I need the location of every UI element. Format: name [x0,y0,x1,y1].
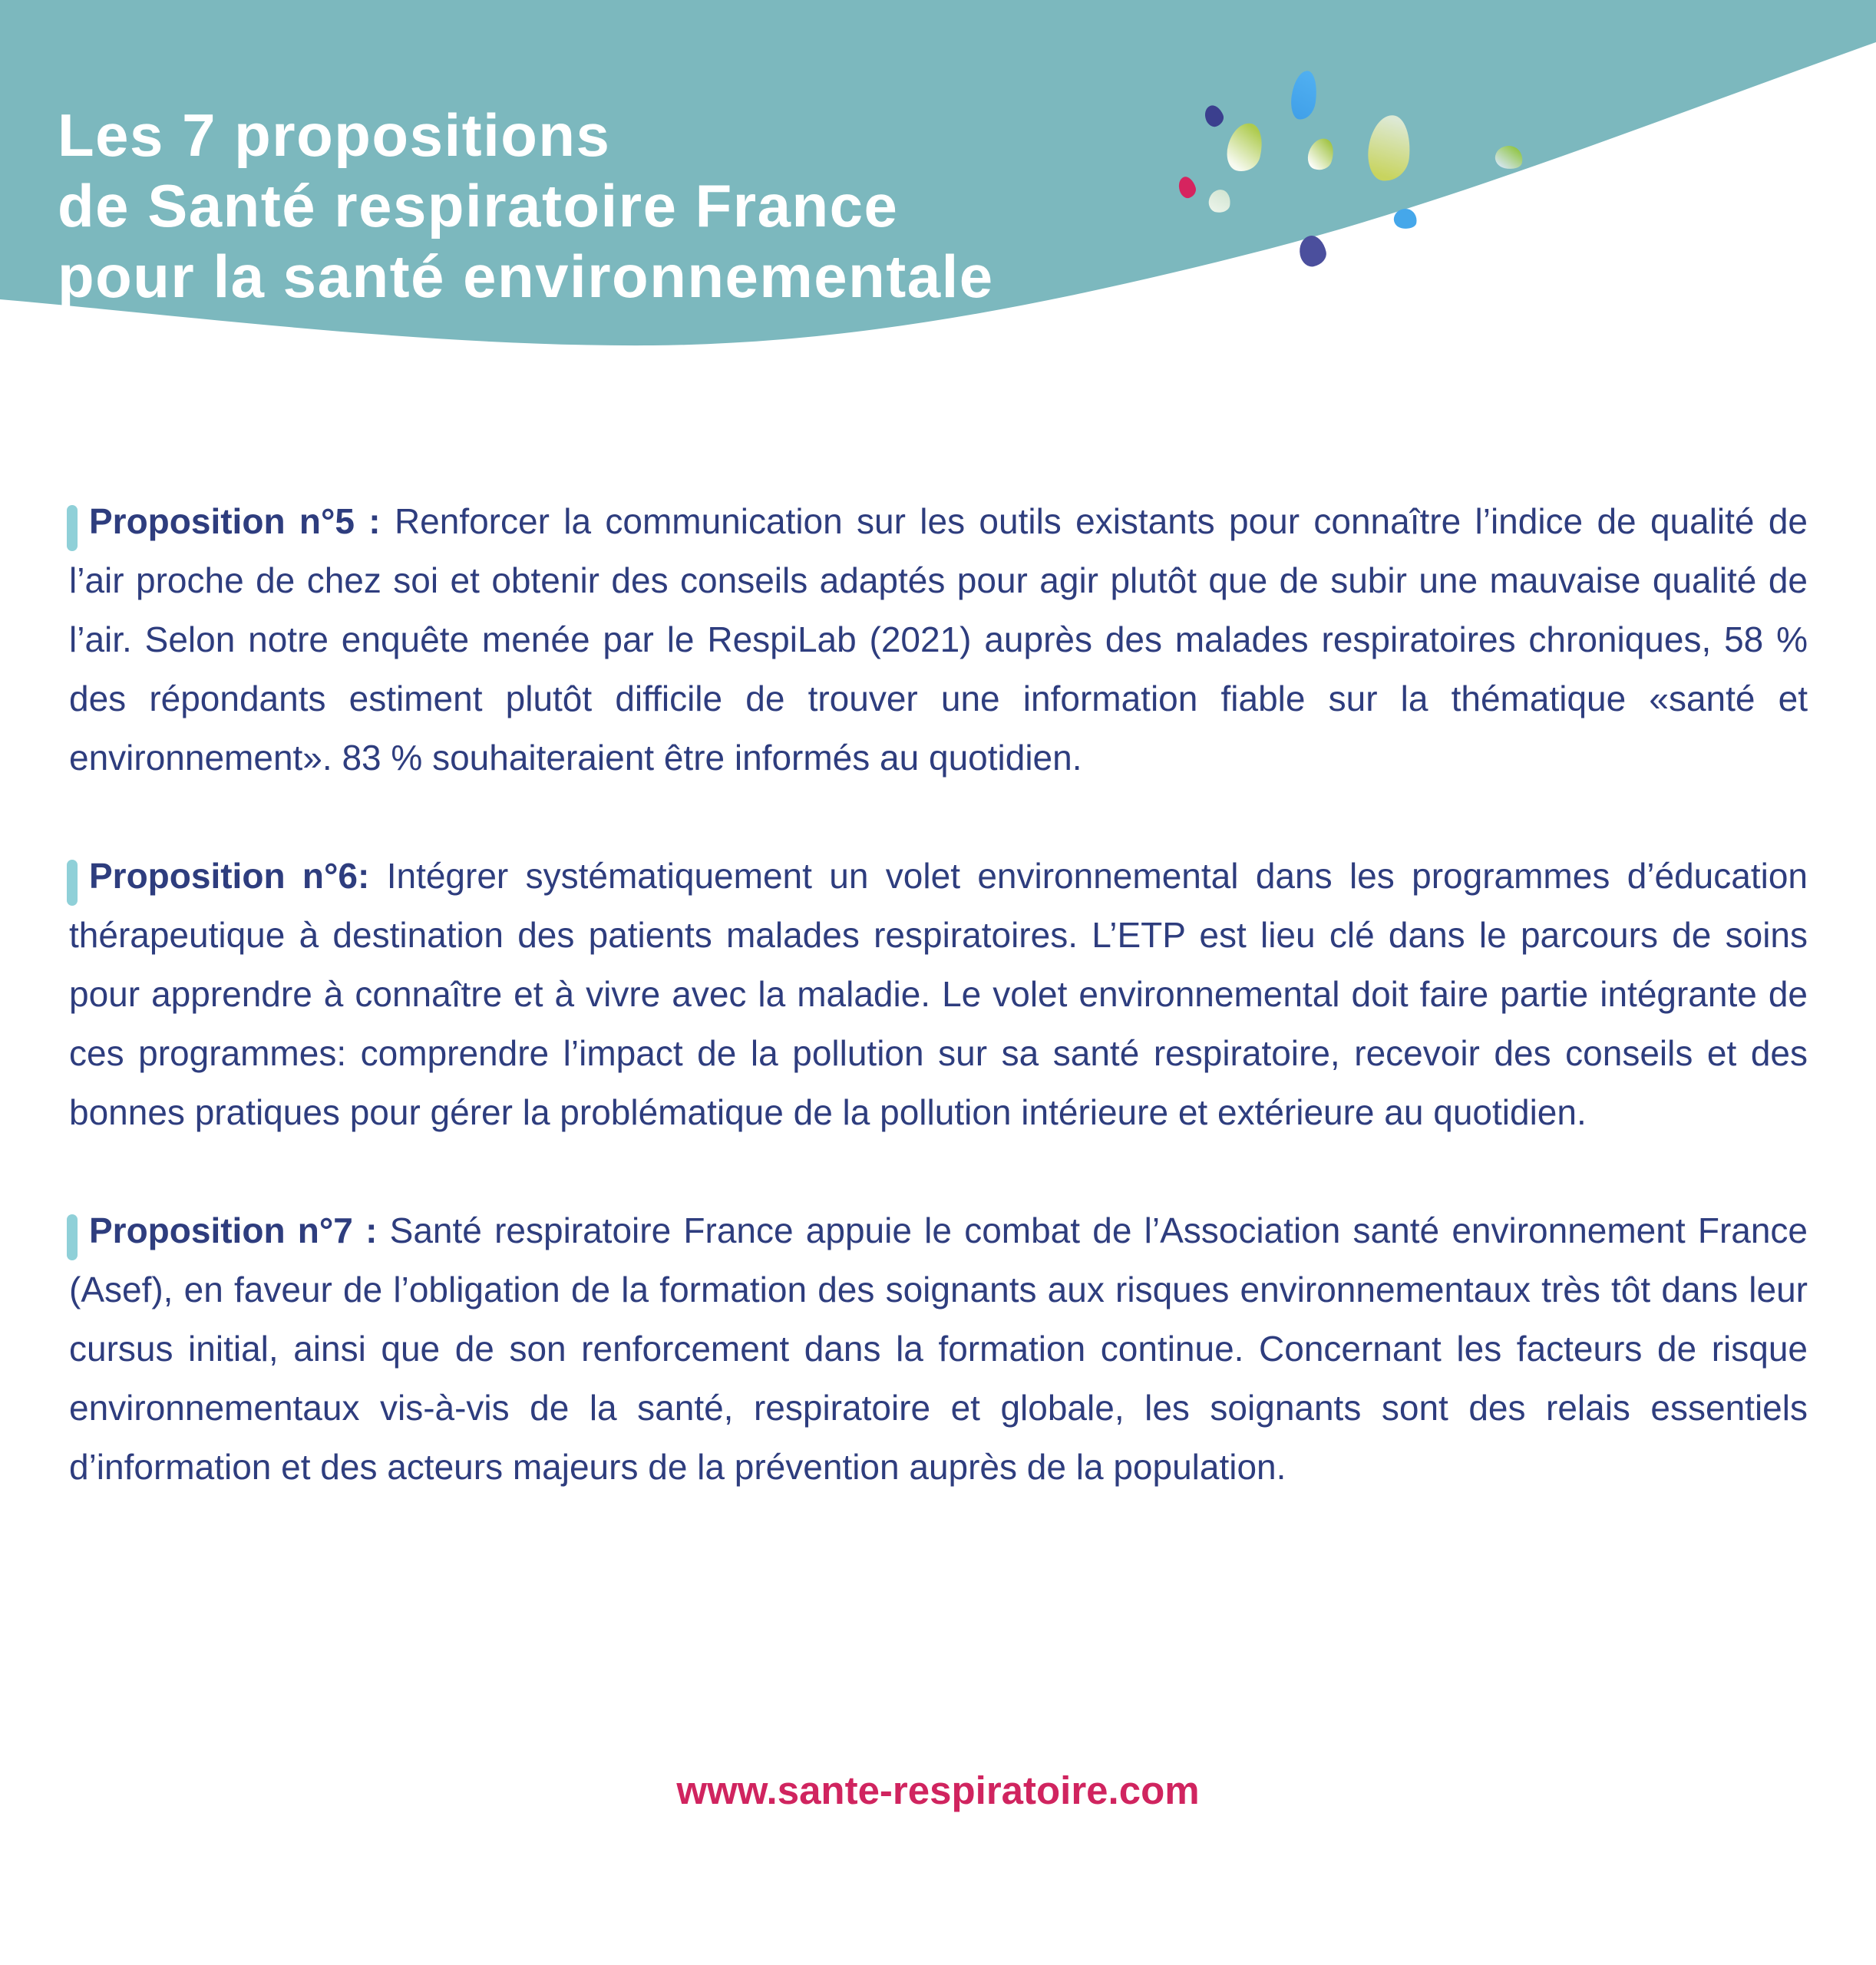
page-title-line-2: de Santé respiratoire France [58,172,899,240]
proposition-5-label: Proposition n°5 : [89,501,381,541]
proposition-6 [69,847,1808,1142]
page-title [58,100,994,312]
propositions-list [69,492,1808,1497]
page-header [0,0,1876,430]
proposition-7-text: Santé respiratoire France appuie le combat de l’Association santé environnement France (Asef), en faveur de l’obligation de la formation des soignants aux risques environnementaux très tôt dans leur cursus initial, ainsi que de son renforcement dans la formation continue. Concernant les facteurs de risque environnementaux vis-à-vis de la santé, respiratoire et globale, les soignants sont des relais essentiels d’information et des acteurs majeurs de la prévention auprès de la population. [69,1210,1808,1487]
website-link[interactable]: www.sante-respiratoire.com [676,1768,1200,1812]
page-title-line-1: Les 7 propositions [58,101,611,170]
accent-bar [67,860,78,906]
page-title-line-3: pour la santé environnementale [58,243,994,311]
proposition-6-text: Intégrer systématiquement un volet environnemental dans les programmes d’éducation thérapeutique à destination des patients malades respiratoires. L’ETP est lieu clé dans le parcours de soins pour apprendre à connaître et à vivre avec la maladie. Le volet environnemental doit faire partie intégrante de ces programmes: comprendre l’impact de la pollution sur sa santé respiratoire, recevoir des conseils et des bonnes pratiques pour gérer la problématique de la pollution intérieure et extérieure au quotidien. [69,856,1808,1132]
accent-bar [67,1214,78,1260]
accent-bar [67,505,78,551]
proposition-6-label: Proposition n°6: [89,856,370,896]
proposition-7-label: Proposition n°7 : [89,1210,378,1250]
proposition-5 [69,492,1808,788]
page-footer [0,1768,1876,1813]
proposition-7 [69,1201,1808,1497]
proposition-5-text: Renforcer la communication sur les outils existants pour connaître l’indice de qualité de l’air proche de chez soi et obtenir des conseils adaptés pour agir plutôt que de subir une mauvaise qualité de l’air. Selon notre enquête menée par le RespiLab (2021) auprès des malades respiratoires chroniques, 58 % des répondants estiment plutôt difficile de trouver une information fiable sur la thématique «santé et environnement». 83 % souhaiteraient être informés au quotidien. [69,501,1808,778]
